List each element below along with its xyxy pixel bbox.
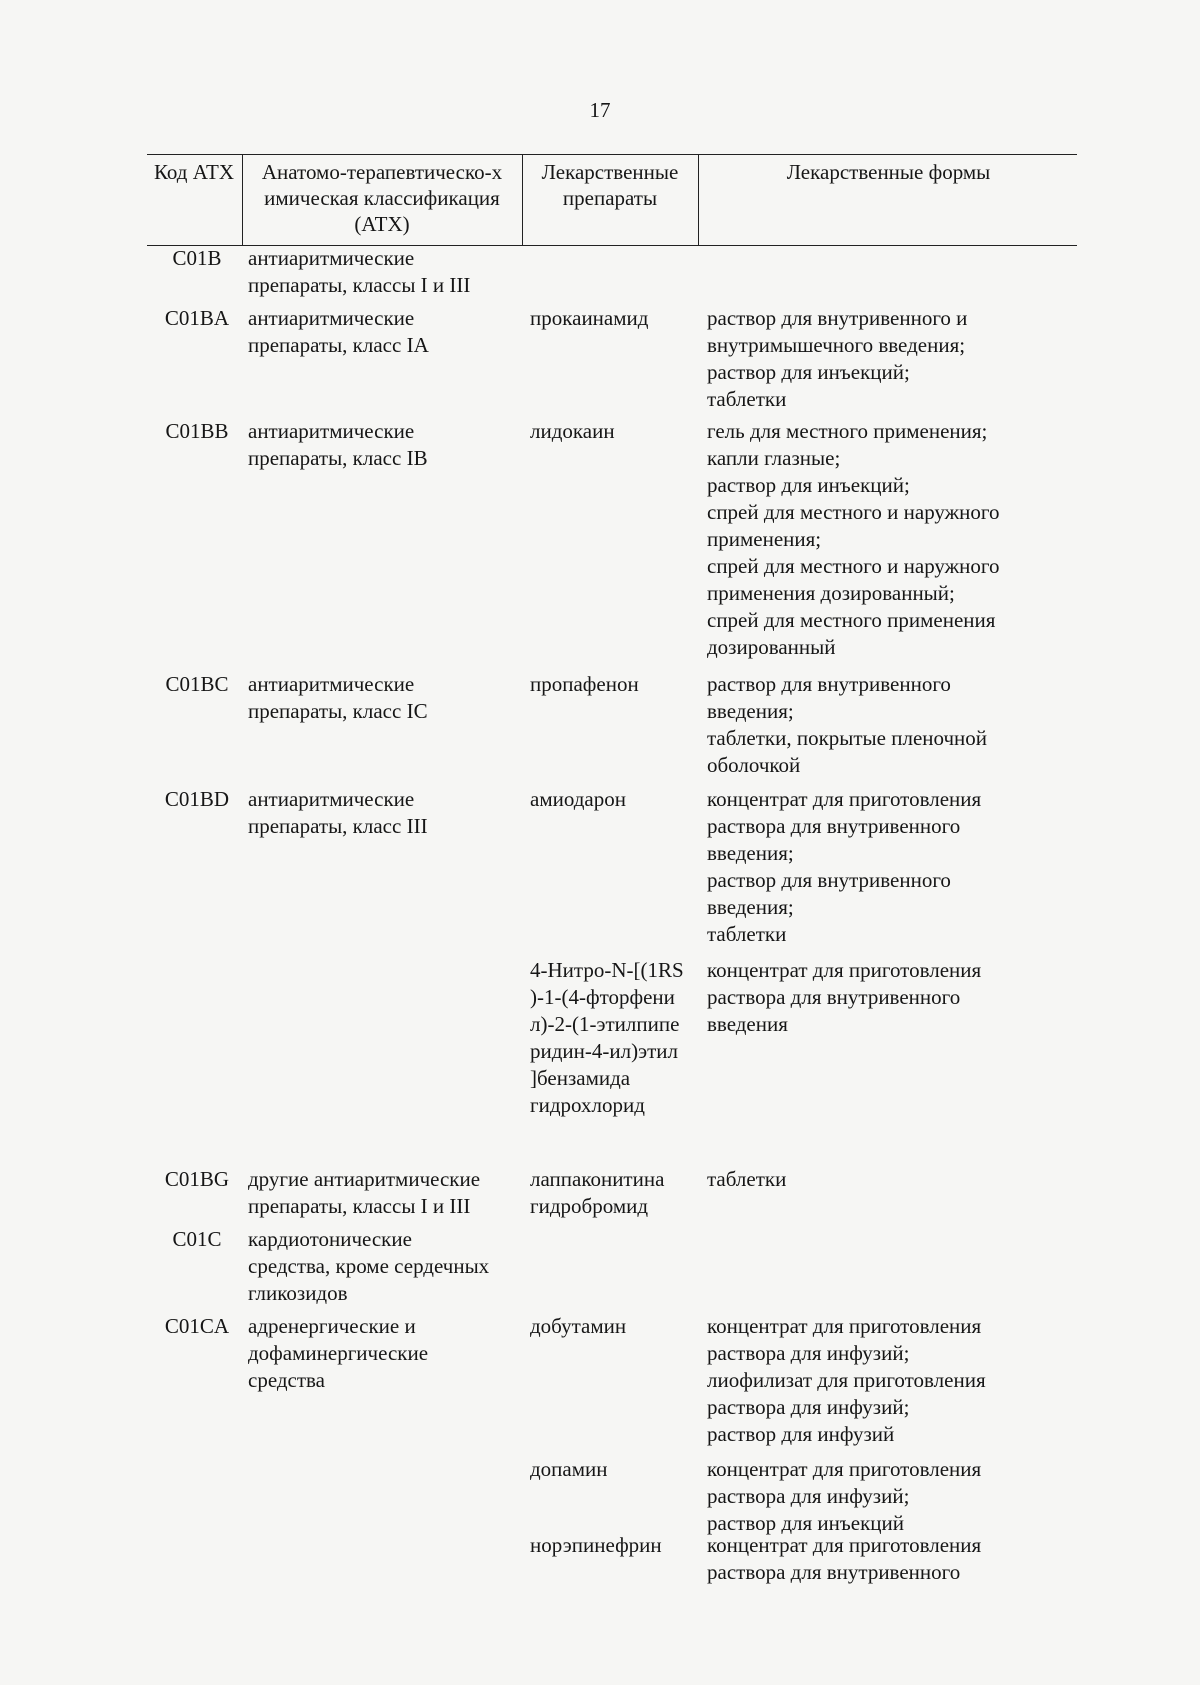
dosage-forms-line: введения [707,1012,788,1036]
dosage-forms [707,418,1067,661]
classification-name-line: препараты, класс IB [248,446,428,470]
drug-name [530,1456,710,1483]
drug-name [530,786,710,813]
classification-name [248,418,528,472]
dosage-forms-line: раствор для инъекций; [707,473,910,497]
dosage-forms-line: концентрат для приготовления [707,1533,982,1557]
classification-name-line: другие антиаритмические [248,1167,481,1191]
drug-name-line: гидрохлорид [530,1093,645,1117]
drug-name-line: гидробромид [530,1194,649,1218]
dosage-forms-line: раствора для внутривенного [707,814,961,838]
dosage-forms-line: концентрат для приготовления [707,1314,982,1338]
dosage-forms-line: раствор для внутривенного и [707,306,968,330]
dosage-forms [707,957,1067,1038]
drug-name-line: лидокаин [530,419,615,443]
header-divider [242,155,243,245]
dosage-forms-line: лиофилизат для приготовления [707,1368,986,1392]
dosage-forms-line: раствор для инъекций; [707,360,910,384]
dosage-forms-line: раствор для инъекций [707,1511,904,1535]
dosage-forms-line: введения; [707,699,794,723]
header-code: Код АТХ [153,160,235,184]
dosage-forms [707,786,1067,948]
dosage-forms-line: раствора для внутривенного [707,985,961,1009]
dosage-forms-line: раствора для инфузий; [707,1341,910,1365]
dosage-forms-line: концентрат для приготовления [707,787,982,811]
drug-name [530,305,710,332]
header-divider [522,155,523,245]
table-header [147,154,1077,246]
drug-name [530,1166,710,1220]
drug-name-line: допамин [530,1457,608,1481]
header-forms: Лекарственные формы [786,160,991,184]
dosage-forms-line: внутримышечного введения; [707,333,966,357]
atx-code [150,245,244,272]
classification-name-line: средства, кроме сердечных [248,1254,490,1278]
atx-code-line: C01BB [165,419,229,443]
classification-name-line: антиаритмические [248,787,415,811]
atx-code [150,1313,244,1340]
header-divider [698,155,699,245]
classification-name-line: препараты, классы I и III [248,273,471,297]
drug-name-line: 4-Нитро-N-[(1RS [530,958,684,982]
dosage-forms-line: введения; [707,895,794,919]
dosage-forms-line: оболочкой [707,753,801,777]
drug-name-line: пропафенон [530,672,639,696]
header-classification: Анатомо-терапевтическо-х имическая классификация (АТХ) [261,160,503,236]
dosage-forms-line: таблетки [707,922,787,946]
classification-name [248,305,528,359]
classification-name [248,1226,528,1307]
dosage-forms-line: раствор для внутривенного [707,868,951,892]
dosage-forms [707,671,1067,779]
dosage-forms-line: раствора для внутривенного [707,1560,961,1584]
dosage-forms-line: спрей для местного и наружного [707,554,1000,578]
dosage-forms-line: концентрат для приготовления [707,958,982,982]
drug-name [530,957,710,1119]
atx-code-line: C01BC [165,672,229,696]
dosage-forms-line: раствор для внутривенного [707,672,951,696]
header-drugs: Лекарственные препараты [541,160,679,210]
dosage-forms-line: раствора для инфузий; [707,1484,910,1508]
atx-code [150,1166,244,1193]
atx-code-line: C01CA [164,1314,230,1338]
dosage-forms-line: капли глазные; [707,446,841,470]
drug-name-line: лаппаконитина [530,1167,665,1191]
classification-name-line: адренергические и [248,1314,416,1338]
classification-name [248,786,528,840]
drug-name-line: добутамин [530,1314,627,1338]
dosage-forms [707,1166,1067,1193]
dosage-forms [707,1456,1067,1537]
drug-name-line: л)-2-(1-этилпипе [530,1012,680,1036]
atx-code [150,671,244,698]
dosage-forms-line: применения; [707,527,822,551]
classification-name-line: антиаритмические [248,419,415,443]
classification-name-line: препараты, класс IC [248,699,428,723]
page-number: 17 [589,98,611,122]
drug-name-line: прокаинамид [530,306,649,330]
dosage-forms-line: применения дозированный; [707,581,955,605]
classification-name-line: препараты, класс III [248,814,428,838]
atx-code-line: C01C [172,1227,222,1251]
classification-name-line: средства [248,1368,326,1392]
dosage-forms-line: спрей для местного и наружного [707,500,1000,524]
dosage-forms-line: таблетки [707,1167,787,1191]
classification-name-line: препараты, класс IA [248,333,429,357]
drug-name [530,671,710,698]
classification-name-line: дофаминергические [248,1341,429,1365]
atx-code-line: C01B [172,246,222,270]
classification-name [248,1313,528,1394]
classification-name-line: кардиотонические [248,1227,412,1251]
classification-name [248,1166,528,1220]
dosage-forms-line: раствор для инфузий [707,1422,895,1446]
drug-name [530,1313,710,1340]
drug-name-line: ]бензамида [530,1066,631,1090]
classification-name-line: гликозидов [248,1281,348,1305]
dosage-forms [707,1532,1067,1586]
drug-name [530,418,710,445]
classification-name-line: антиаритмические [248,306,415,330]
dosage-forms-line: спрей для местного применения [707,608,996,632]
dosage-forms-line: таблетки [707,387,787,411]
drug-name-line: амиодарон [530,787,626,811]
classification-name-line: препараты, классы I и III [248,1194,471,1218]
dosage-forms-line: дозированный [707,635,836,659]
dosage-forms-line: введения; [707,841,794,865]
drug-name-line: норэпинефрин [530,1533,662,1557]
atx-code-line: C01BD [164,787,230,811]
drug-name [530,1532,710,1559]
atx-code-line: C01BA [164,306,230,330]
classification-name-line: антиаритмические [248,672,415,696]
dosage-forms-line: концентрат для приготовления [707,1457,982,1481]
dosage-forms [707,305,1067,413]
atx-code-line: C01BG [164,1167,230,1191]
atx-code [150,418,244,445]
classification-name-line: антиаритмические [248,246,415,270]
drug-name-line: ридин-4-ил)этил [530,1039,679,1063]
classification-name [248,671,528,725]
atx-code [150,786,244,813]
atx-code [150,1226,244,1253]
dosage-forms [707,1313,1067,1448]
dosage-forms-line: гель для местного применения; [707,419,988,443]
dosage-forms-line: таблетки, покрытые пленочной [707,726,988,750]
classification-name [248,245,528,299]
atx-code [150,305,244,332]
dosage-forms-line: раствора для инфузий; [707,1395,910,1419]
drug-name-line: )-1-(4-фторфени [530,985,675,1009]
